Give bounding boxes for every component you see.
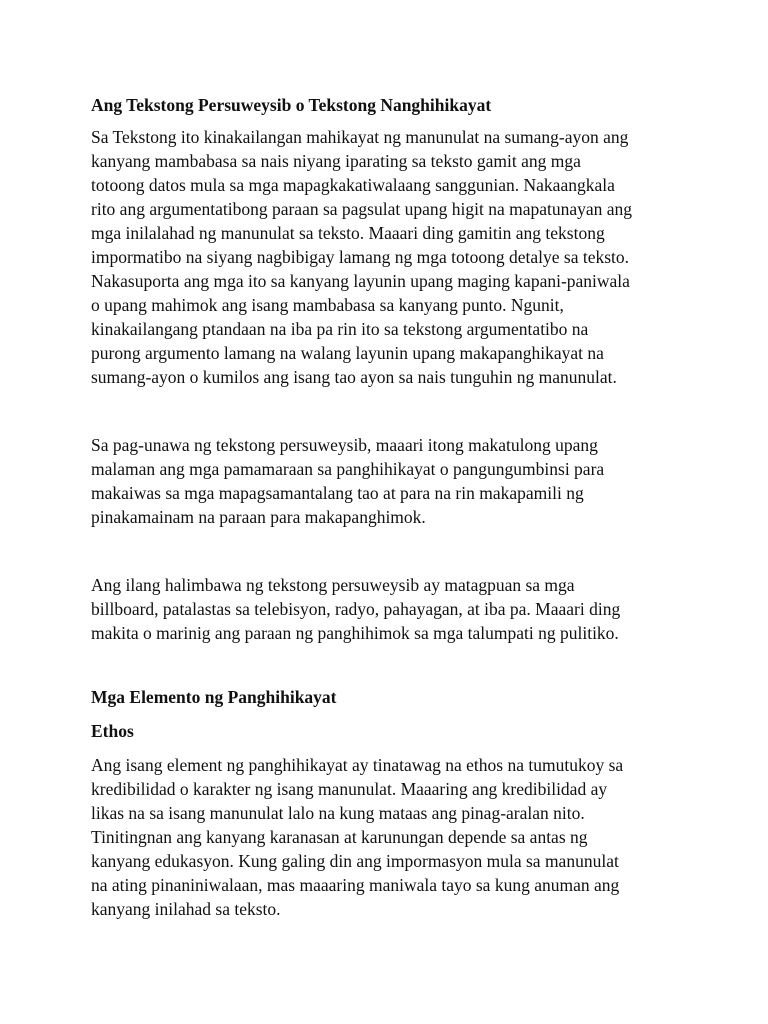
paragraph-intro — [91, 125, 686, 389]
text-line: likas na sa isang manunulat lalo na kung mataas ang pinag-aralan nito. — [91, 803, 585, 823]
text-line: kredibilidad o karakter ng isang manunulat. Maaaring ang kredibilidad ay — [91, 779, 608, 799]
text-line: kanyang inilahad sa teksto. — [91, 899, 281, 919]
paragraph-examples — [91, 573, 686, 645]
text-line: Ang ilang halimbawa ng tekstong persuweysib ay matagpuan sa mga — [91, 575, 575, 595]
subsection-heading: Ethos — [91, 721, 134, 741]
text-line: totoong datos mula sa mga mapagkakatiwalaang sanggunian. Nakaangkala — [91, 175, 615, 195]
text-line: kanyang mambabasa sa nais niyang iparating sa teksto gamit ang mga — [91, 151, 581, 171]
text-line: Sa pag-unawa ng tekstong persuweysib, maaari itong makatulong upang — [91, 435, 598, 455]
text-line: mga inilalahad ng manunulat sa teksto. Maaari ding gamitin ang tekstong — [91, 223, 605, 243]
text-line: sumang-ayon o kumilos ang isang tao ayon sa nais tunguhin ng manunulat. — [91, 367, 617, 387]
document-body — [91, 93, 686, 921]
section-heading: Mga Elemento ng Panghihikayat — [91, 687, 337, 707]
text-line: Sa Tekstong ito kinakailangan mahikayat ng manunulat na sumang-ayon ang — [91, 127, 629, 147]
text-line: malaman ang mga pamamaraan sa panghihikayat o pangungumbinsi para — [91, 459, 605, 479]
text-line: purong argumento lamang na walang layunin upang makapanghikayat na — [91, 343, 604, 363]
text-line: makita o marinig ang paraan ng panghihimok sa mga talumpati ng pulitiko. — [91, 623, 619, 643]
document-title: Ang Tekstong Persuweysib o Tekstong Nanghihikayat — [91, 95, 492, 115]
text-line: Tinitingnan ang kanyang karanasan at karunungan depende sa antas ng — [91, 827, 588, 847]
text-line: Ang isang element ng panghihikayat ay tinatawag na ethos na tumutukoy sa — [91, 755, 624, 775]
text-line: na ating pinaniniwalaan, mas maaaring maniwala tayo sa kung anuman ang — [91, 875, 620, 895]
text-line: makaiwas sa mga mapagsamantalang tao at para na rin makapamili ng — [91, 483, 584, 503]
text-line: kanyang edukasyon. Kung galing din ang impormasyon mula sa manunulat — [91, 851, 619, 871]
text-line: kinakailangang ptandaan na iba pa rin ito sa tekstong argumentatibo na — [91, 319, 589, 339]
text-line: o upang mahimok ang isang mambabasa sa kanyang punto. Ngunit, — [91, 295, 564, 315]
text-line: billboard, patalastas sa telebisyon, radyo, pahayagan, at iba pa. Maaari ding — [91, 599, 621, 619]
text-line: rito ang argumentatibong paraan sa pagsulat upang higit na mapatunayan ang — [91, 199, 633, 219]
paragraph-understanding — [91, 433, 686, 529]
text-line: pinakamainam na paraan para makapanghimok. — [91, 507, 426, 527]
text-line: impormatibo na siyang nagbibigay lamang ng mga totoong detalye sa teksto. — [91, 247, 630, 267]
text-line: Nakasuporta ang mga ito sa kanyang layunin upang maging kapani-paniwala — [91, 271, 630, 291]
paragraph-ethos — [91, 753, 686, 921]
